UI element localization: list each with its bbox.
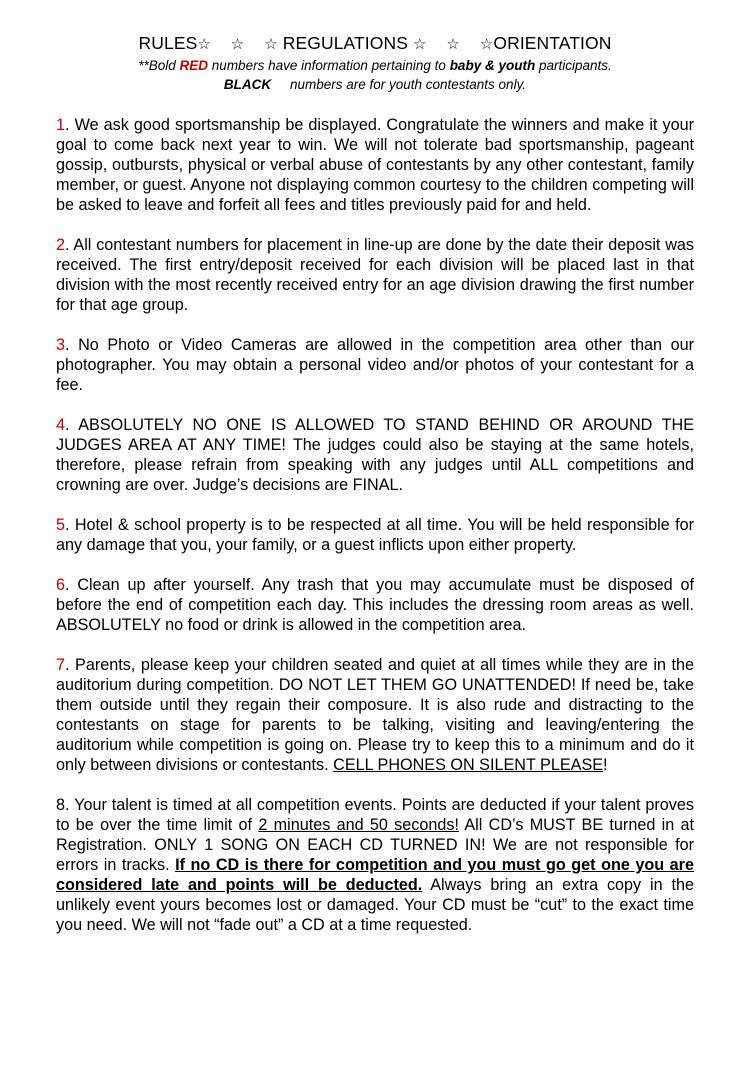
legend-note-1: **Bold RED numbers have information pertaining to baby & youth participants. [138, 58, 612, 73]
rule-number: 1 [56, 116, 66, 134]
star-icon: ☆ [446, 36, 460, 53]
red-keyword: RED [179, 58, 209, 73]
rule-text: . All contestant numbers for placement in line-up are done by the date their deposit was received. The first entry/deposit received for each division will be placed last in that division with the most recently received entry for an age division drawing the first number for that age group. [56, 236, 694, 314]
rule-3 [56, 335, 694, 395]
black-keyword: BLACK [223, 77, 272, 92]
rule-5 [56, 515, 694, 555]
rule-number: 2 [56, 236, 66, 254]
rule-text: . ABSOLUTELY NO ONE IS ALLOWED TO STAND BEHIND OR AROUND THE JUDGES AREA AT ANY TIME! The judges could also be staying at the same hotels, therefore, please refrain from speaking with any judges until ALL competitions and crowning are over. Judge’s decisions are FINAL. [56, 416, 694, 494]
document-page [56, 32, 694, 951]
rule-text: . Parents, please keep your children seated and quiet at all times while they are in the auditorium during competition. DO NOT LET THEM GO UNATTENDED! If need be, take them outside until they regain their composure. It is also rude and distracting to the contestants on stage for parents to be talking, visiting and leaving/entering the auditorium while competition is going on. Please try to keep this to a minimum and do it only between divisions or contestants. [56, 656, 694, 774]
title-orientation: ORIENTATION [493, 33, 612, 53]
rule-number: 5 [56, 516, 66, 534]
rules-list [56, 115, 694, 935]
title-regulations: REGULATIONS [282, 33, 408, 53]
rule-text: . We ask good sportsmanship be displayed. Congratulate the winners and make it your goal to come back next year to win. We will not tolerate bad sportsmanship, pageant gossip, outbursts, physical or verbal abuse of contestants by any other contestant, family member, or guest. Anyone not displaying common courtesy to the children competing will be asked to leave and forfeit all fees and titles previously paid for and held. [56, 116, 694, 214]
rule-number: 3 [56, 336, 66, 354]
rule-8: 8. Your talent is timed at all competition events. Points are deducted if your talent proves to be over the time limit of 2 minutes and 50 seconds! All CD’s MUST BE turned in at Registration. ONLY 1 SONG ON EACH CD TURNED IN! We are not responsible for errors in tracks. If no CD is there for competition and you must go get one you are considered late and points will be deducted. Always bring an extra copy in the unlikely event yours becomes lost or damaged. Your CD must be “cut” to the exact time you need. We will not “fade out” a CD at a time requested. [56, 796, 694, 934]
rule-number: 8 [56, 796, 66, 814]
rule-1 [56, 115, 694, 215]
rule-text: . Hotel & school property is to be respected at all time. You will be held responsible for any damage that you, your family, or a guest inflicts upon either property. [56, 516, 694, 554]
rule-text: . Clean up after yourself. Any trash that you may accumulate must be disposed of before the end of competition each day. This includes the dressing room areas as well. ABSOLUTELY no food or drink is allowed in the competition area. [56, 576, 694, 634]
rule-7: 7. Parents, please keep your children seated and quiet at all times while they are in the auditorium during competition. DO NOT LET THEM GO UNATTENDED! If need be, take them outside until they regain their composure. It is also rude and distracting to the contestants on stage for parents to be talking, visiting and leaving/entering the auditorium while competition is going on. Please try to keep this to a minimum and do it only between divisions or contestants. CELL PHONES ON SILENT PLEASE! [56, 656, 694, 774]
star-icon: ☆ [264, 36, 278, 53]
star-icon: ☆ [412, 36, 427, 53]
rule-number: 6 [56, 576, 66, 594]
baby-youth-keyword: baby & youth [449, 58, 536, 73]
legend-note-2: BLACK numbers are for youth contestants only. [223, 77, 527, 92]
rule-2 [56, 235, 694, 315]
rule-number: 7 [56, 656, 66, 674]
rule-text: . No Photo or Video Cameras are allowed in the competition area other than our photographer. You may obtain a personal video and/or photos of your contestant for a fee. [56, 336, 694, 394]
time-limit: 2 minutes and 50 seconds! [258, 816, 459, 834]
rule-6 [56, 575, 694, 635]
star-icon: ☆ [197, 36, 211, 53]
star-icon: ☆ [479, 36, 494, 53]
cell-phones-notice: CELL PHONES ON SILENT PLEASE [333, 756, 604, 774]
rule-4 [56, 415, 694, 495]
rule-number: 4 [56, 416, 66, 434]
title-rules: RULES [138, 33, 198, 53]
star-icon: ☆ [230, 36, 245, 53]
page-title [56, 32, 694, 56]
late-cd-warning: If no CD is there for competition and you must go get one you are considered late and points will be deducted. [56, 856, 694, 894]
